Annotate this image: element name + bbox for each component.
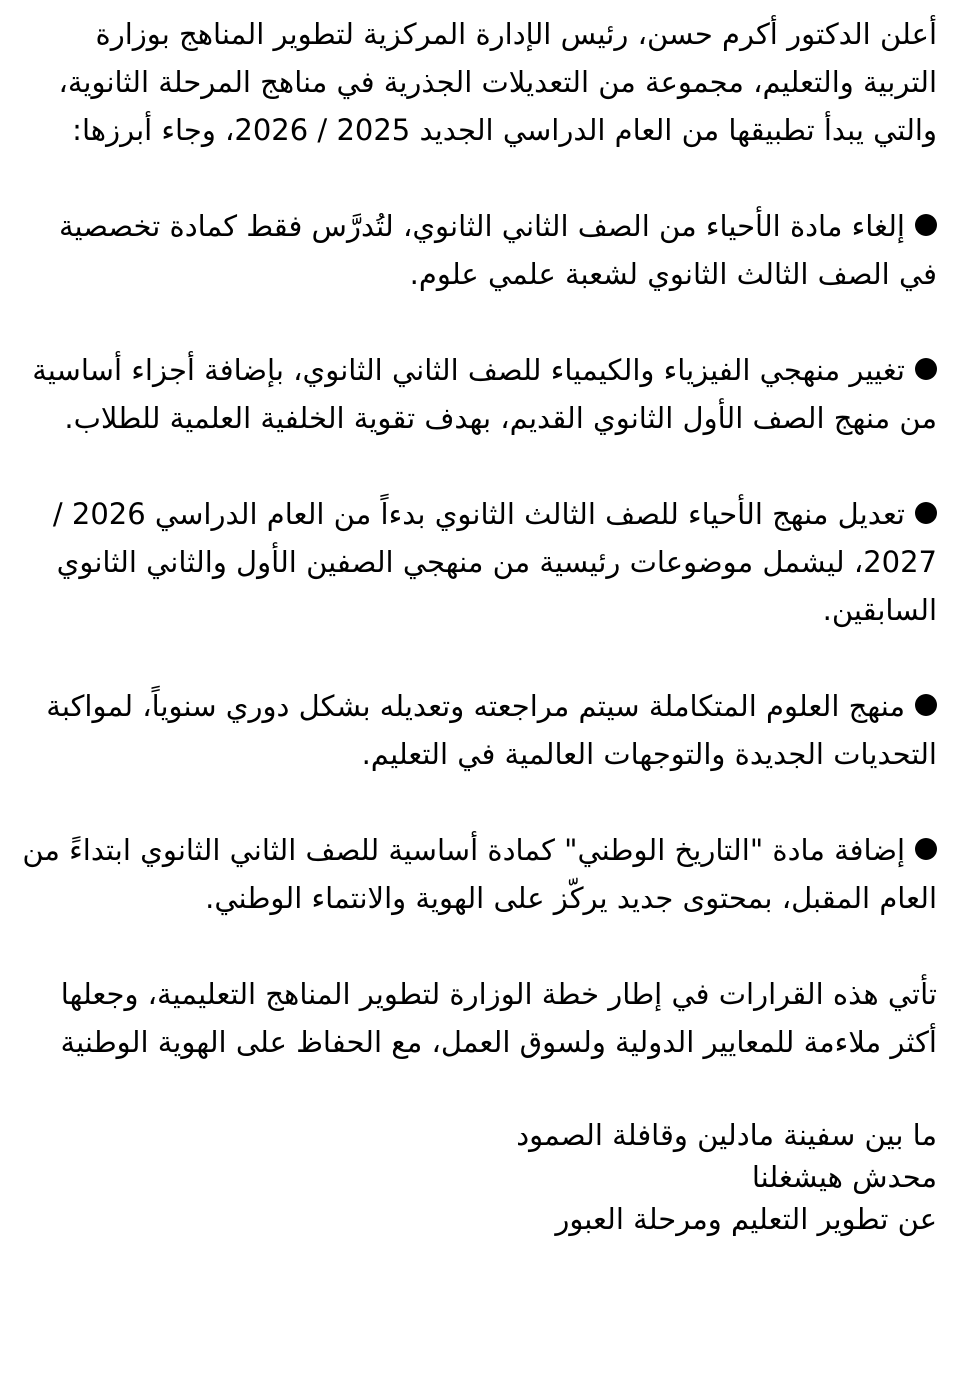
bullet-text: إلغاء مادة الأحياء من الصف الثاني الثانوي، لتُدرَّس فقط كمادة تخصصية في الصف الثالث الثانوي لشعبة علمي علوم. [49, 209, 937, 291]
bullet-text: تغيير منهجي الفيزياء والكيمياء للصف الثاني الثانوي، بإضافة أجزاء أساسية من منهج الصف الأول الثانوي القديم، بهدف تقوية الخلفية العلمية للطلاب. [23, 353, 937, 435]
bullet-item-2 [22, 346, 937, 442]
black-circle-bullet-icon [915, 838, 937, 860]
bullet-text: إضافة مادة "التاريخ الوطني" كمادة أساسية للصف الثاني الثانوي ابتداءً من العام المقبل، بمحتوى جديد يركّز على الهوية والانتماء الوطني. [13, 833, 937, 915]
closing-line-3: عن تطوير التعليم ومرحلة العبور [555, 1202, 937, 1236]
black-circle-bullet-icon [915, 358, 937, 380]
bullet-item-3 [22, 490, 937, 634]
closing-line-1: ما بين سفينة مادلين وقافلة الصمود [516, 1118, 937, 1152]
black-circle-bullet-icon [915, 502, 937, 524]
closing-line-2: محدش هيشغلنا [751, 1160, 937, 1194]
intro-paragraph: أعلن الدكتور أكرم حسن، رئيس الإدارة المركزية لتطوير المناهج بوزارة التربية والتعليم، مجموعة من التعديلات الجذرية في مناهج المرحلة الثانوية، والتي يبدأ تطبيقها من العام الدراسي الجديد 2025 / 2026، وجاء أبرزها: [49, 17, 937, 147]
bullet-item-4 [22, 682, 937, 778]
conclusion-paragraph: تأتي هذه القرارات في إطار خطة الوزارة لتطوير المناهج التعليمية، وجعلها أكثر ملاءمة للمعايير الدولية ولسوق العمل، مع الحفاظ على الهوية الوطنية [51, 977, 937, 1059]
bullet-item-1 [22, 202, 937, 298]
black-circle-bullet-icon [915, 694, 937, 716]
bullet-text: تعديل منهج الأحياء للصف الثالث الثانوي بدءاً من العام الدراسي 2026 / 2027، ليشمل موضوعات رئيسية من منهجي الصفين الأول والثاني الثانوي السابقين. [43, 497, 937, 627]
bullet-text: منهج العلوم المتكاملة سيتم مراجعته وتعديله بشكل دوري سنوياً، لمواكبة التحديات الجديدة والتوجهات العالمية في التعليم. [37, 689, 937, 771]
bullet-item-5 [13, 826, 937, 922]
black-circle-bullet-icon [915, 214, 937, 236]
closing-remarks [22, 1114, 937, 1240]
